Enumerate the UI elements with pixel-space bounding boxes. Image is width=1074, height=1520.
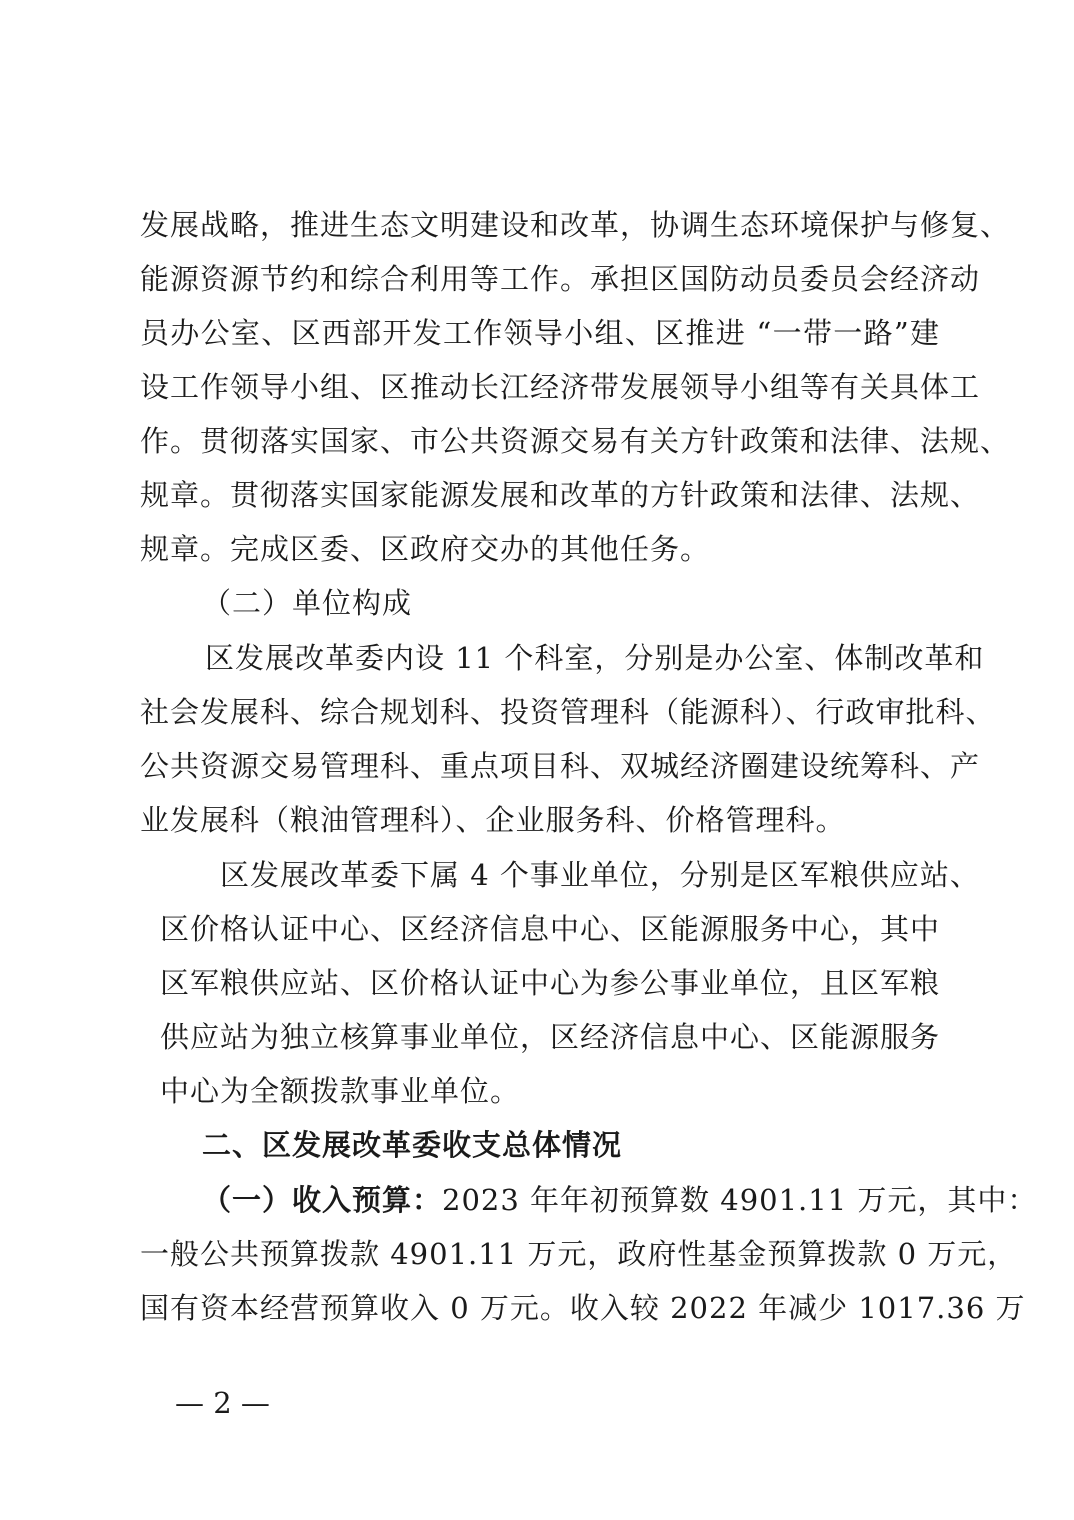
paragraph-line: 作。贯彻落实国家、市公共资源交易有关方针政策和法律、法规、	[140, 424, 1011, 458]
income-budget-label: （一）收入预算：	[202, 1183, 443, 1217]
paragraph-line: 中心为全额拨款事业单位。	[160, 1074, 521, 1108]
paragraph-line: 发展战略，推进生态文明建设和改革，协调生态环境保护与修复、	[140, 208, 1011, 242]
paragraph-line: 一般公共预算拨款 4901.11 万元，政府性基金预算拨款 0 万元，	[140, 1237, 1018, 1271]
income-budget-text: 2023 年年初预算数 4901.11 万元，其中：	[442, 1183, 1038, 1217]
income-budget-line	[202, 1180, 1038, 1220]
paragraph-line: 业发展科（粮油管理科）、企业服务科、价格管理科。	[140, 803, 846, 837]
paragraph-line: 社会发展科、综合规划科、投资管理科（能源科）、行政审批科、	[140, 695, 996, 729]
paragraph-line: 区发展改革委内设 11 个科室，分别是办公室、体制改革和	[205, 641, 985, 675]
paragraph-line: 员办公室、区西部开发工作领导小组、区推进 “一带一路”建	[140, 316, 940, 350]
paragraph-line: 规章。完成区委、区政府交办的其他任务。	[140, 532, 711, 566]
paragraph-line: 能源资源节约和综合利用等工作。承担区国防动员委员会经济动	[140, 262, 981, 296]
paragraph-line: 区军粮供应站、区价格认证中心为参公事业单位，且区军粮	[160, 966, 941, 1000]
paragraph-line: 设工作领导小组、区推动长江经济带发展领导小组等有关具体工	[140, 370, 981, 404]
section-heading-income-expenditure: 二、区发展改革委收支总体情况	[202, 1128, 623, 1162]
paragraph-line: 区价格认证中心、区经济信息中心、区能源服务中心，其中	[160, 912, 941, 946]
paragraph-line: 规章。贯彻落实国家能源发展和改革的方针政策和法律、法规、	[140, 478, 981, 512]
paragraph-line: 国有资本经营预算收入 0 万元。收入较 2022 年减少 1017.36 万	[140, 1291, 1026, 1325]
paragraph-line: 供应站为独立核算事业单位，区经济信息中心、区能源服务	[160, 1020, 941, 1054]
paragraph-line: 区发展改革委下属 4 个事业单位，分别是区军粮供应站、	[220, 858, 980, 892]
paragraph-line: 公共资源交易管理科、重点项目科、双城经济圈建设统筹科、产	[140, 749, 981, 783]
section-heading-unit-composition: （二）单位构成	[202, 586, 413, 620]
page-number: — 2 —	[175, 1386, 270, 1420]
